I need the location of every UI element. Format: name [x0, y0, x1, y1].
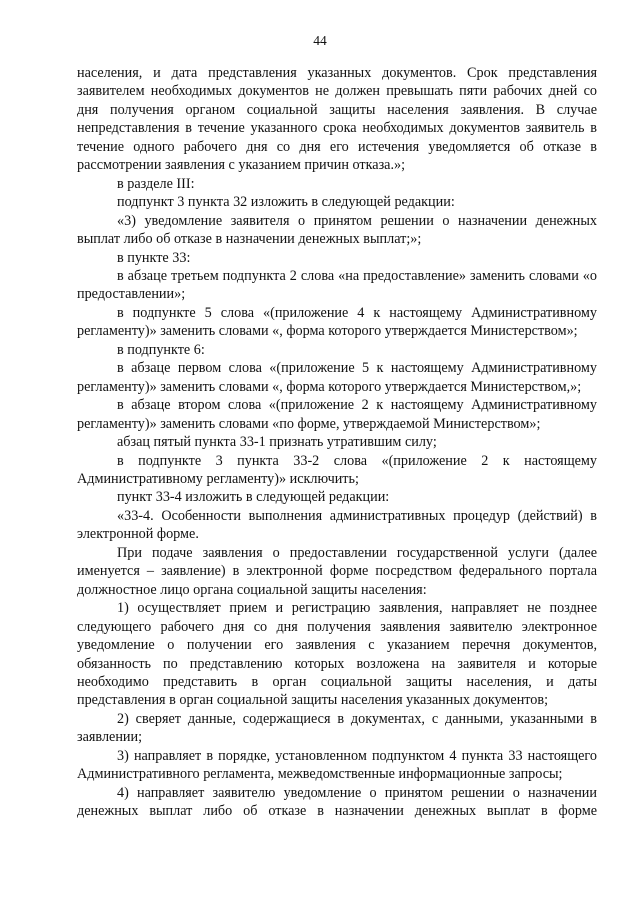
paragraph: в пункте 33: [117, 249, 191, 266]
page-number: 44 [313, 33, 327, 48]
paragraph: в абзаце третьем подпункта 2 слова «на предоставление» заменить словами «о предоставлении»; [77, 267, 597, 303]
paragraph: «33-4. Особенности выполнения административных процедур (действий) в электронной форме. [77, 507, 597, 543]
paragraph: абзац пятый пункта 33-1 признать утратившим силу; [117, 434, 437, 451]
paragraph: населения, и дата представления указанных документов. Срок представления заявителем необходимых документов не должен превышать пяти рабочих дней со дня получения органом социальной защиты населения заявления. В случае непредставления в течение указанного срока необходимых документов заявитель в течение одного рабочего дня со дня его истечения уведомляется об отказе в рассмотрении заявления с указанием причин отказа.»; [77, 65, 597, 174]
paragraph: в абзаце втором слова «(приложение 2 к настоящему Административному регламенту)» заменить словами «по форме, утверждаемой Министерством»; [77, 397, 597, 432]
paragraph: в подпункте 5 слова «(приложение 4 к настоящему Административному регламенту)» заменить словами «, форма которого утверждается Министерством»; [77, 304, 597, 340]
paragraph: 4) направляет заявителю уведомление о принятом решении о назначении денежных выплат либо об отказе в назначении денежных выплат в форме [77, 784, 597, 820]
document-body [77, 64, 597, 821]
paragraph: подпункт 3 пункта 32 изложить в следующей редакции: [117, 194, 455, 211]
paragraph: 3) направляет в порядке, установленном подпунктом 4 пункта 33 настоящего Административного регламента, межведомственные информационные запросы; [77, 747, 597, 783]
paragraph: в подпункте 3 пункта 33-2 слова «(приложение 2 к настоящему Административному регламенту)» исключить; [77, 452, 597, 487]
paragraph: в абзаце первом слова «(приложение 5 к настоящему Административному регламенту)» заменить словами «, форма которого утверждается Министерством,»; [77, 360, 597, 395]
paragraph: При подаче заявления о предоставлении государственной услуги (далее именуется – заявление) в электронной форме посредством федерального портала должностное лицо органа социальной защиты населения: [77, 544, 597, 598]
paragraph: «3) уведомление заявителя о принятом решении о назначении денежных выплат либо об отказе в назначении денежных выплат;»; [77, 212, 597, 248]
paragraph: пункт 33-4 изложить в следующей редакции: [117, 489, 390, 506]
paragraph: в разделе III: [117, 175, 195, 192]
paragraph: 1) осуществляет прием и регистрацию заявления, направляет не позднее следующего рабочего дня со дня получения заявления заявителю электронное уведомление о получении его заявления с указанием перечня документов, обязанность по представлению которых возложена на заявителя и которые необходимо представить в орган социальной защиты населения, и даты представления в орган социальной защиты населения указанных документов; [77, 600, 597, 709]
paragraph: в подпункте 6: [117, 341, 205, 358]
paragraph: 2) сверяет данные, содержащиеся в документах, с данными, указанными в заявлении; [77, 710, 597, 746]
